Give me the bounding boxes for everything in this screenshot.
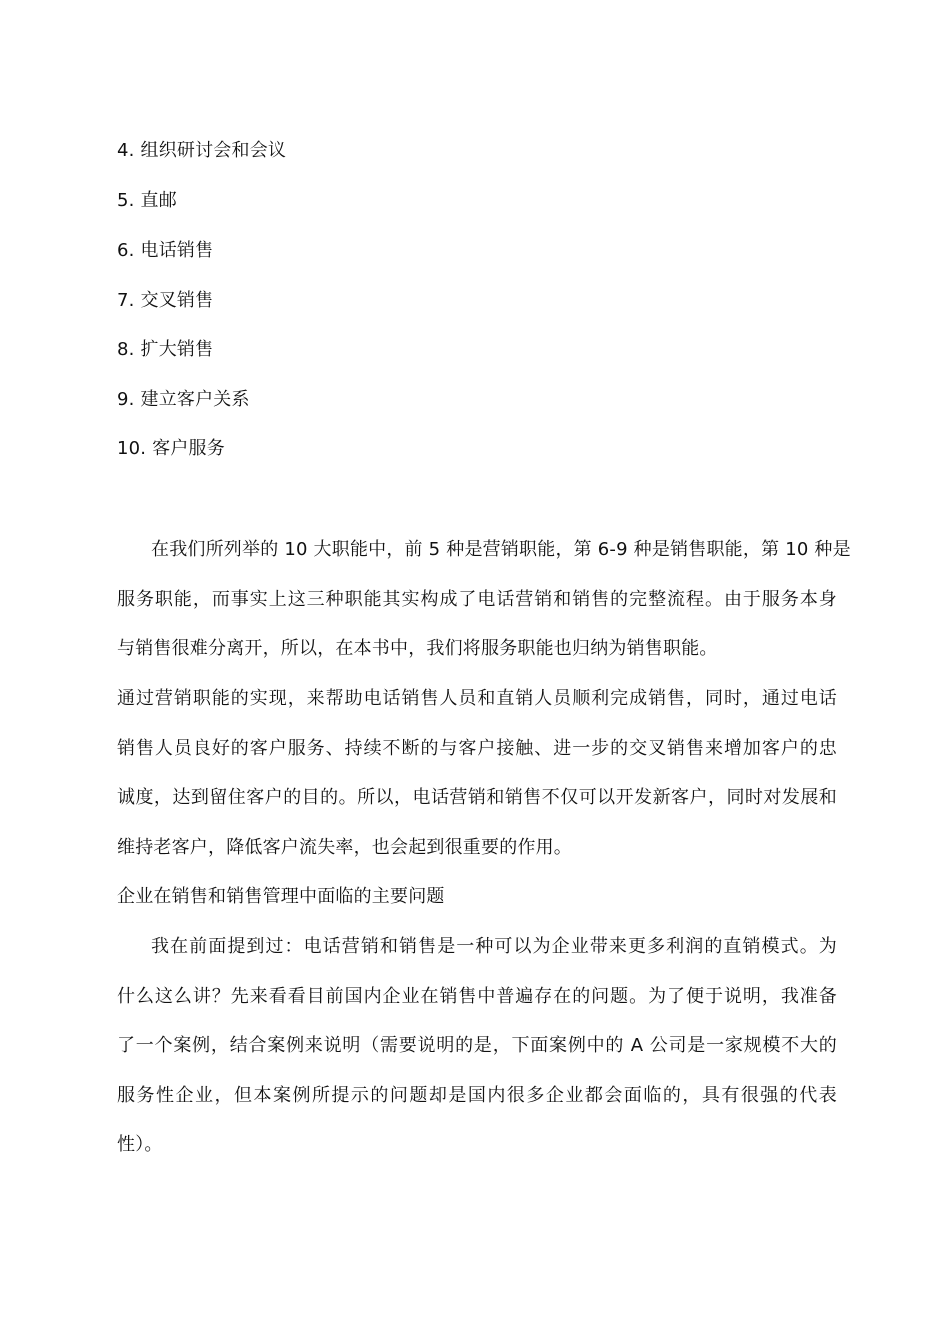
list-item: 4. 组织研讨会和会议 bbox=[117, 140, 287, 161]
list-item: 8. 扩大销售 bbox=[117, 339, 214, 360]
paragraph-line: 服务性企业，但本案例所提示的问题却是国内很多企业都会面临的，具有很强的代表 bbox=[117, 1085, 837, 1106]
paragraph-line: 销售人员良好的客户服务、持续不断的与客户接触、进一步的交叉销售来增加客户的忠 bbox=[117, 738, 837, 759]
paragraph-line: 维持老客户，降低客户流失率，也会起到很重要的作用。 bbox=[117, 837, 572, 858]
paragraph-line: 通过营销职能的实现，来帮助电话销售人员和直销人员顺利完成销售，同时，通过电话 bbox=[117, 688, 837, 709]
paragraph-line: 什么这么讲？先来看看目前国内企业在销售中普遍存在的问题。为了便于说明，我准备 bbox=[117, 986, 837, 1007]
section-heading: 企业在销售和销售管理中面临的主要问题 bbox=[117, 886, 445, 907]
paragraph-line: 我在前面提到过：电话营销和销售是一种可以为企业带来更多利润的直销模式。为 bbox=[151, 936, 837, 957]
paragraph-line: 诚度，达到留住客户的目的。所以，电话营销和销售不仅可以开发新客户，同时对发展和 bbox=[117, 787, 837, 808]
list-item: 9. 建立客户关系 bbox=[117, 389, 250, 410]
paragraph-line: 了一个案例，结合案例来说明（需要说明的是，下面案例中的 A 公司是一家规模不大的 bbox=[117, 1035, 837, 1056]
paragraph-line: 性）。 bbox=[117, 1134, 163, 1155]
list-item: 7. 交叉销售 bbox=[117, 290, 214, 311]
list-item: 10. 客户服务 bbox=[117, 438, 225, 459]
paragraph-line: 在我们所列举的 10 大职能中，前 5 种是营销职能，第 6-9 种是销售职能，第 10 种是 bbox=[151, 539, 851, 560]
paragraph-line: 服务职能，而事实上这三种职能其实构成了电话营销和销售的完整流程。由于服务本身 bbox=[117, 589, 837, 610]
list-item: 6. 电话销售 bbox=[117, 240, 214, 261]
list-item: 5. 直邮 bbox=[117, 190, 177, 211]
paragraph-line: 与销售很难分离开，所以，在本书中，我们将服务职能也归纳为销售职能。 bbox=[117, 638, 718, 659]
